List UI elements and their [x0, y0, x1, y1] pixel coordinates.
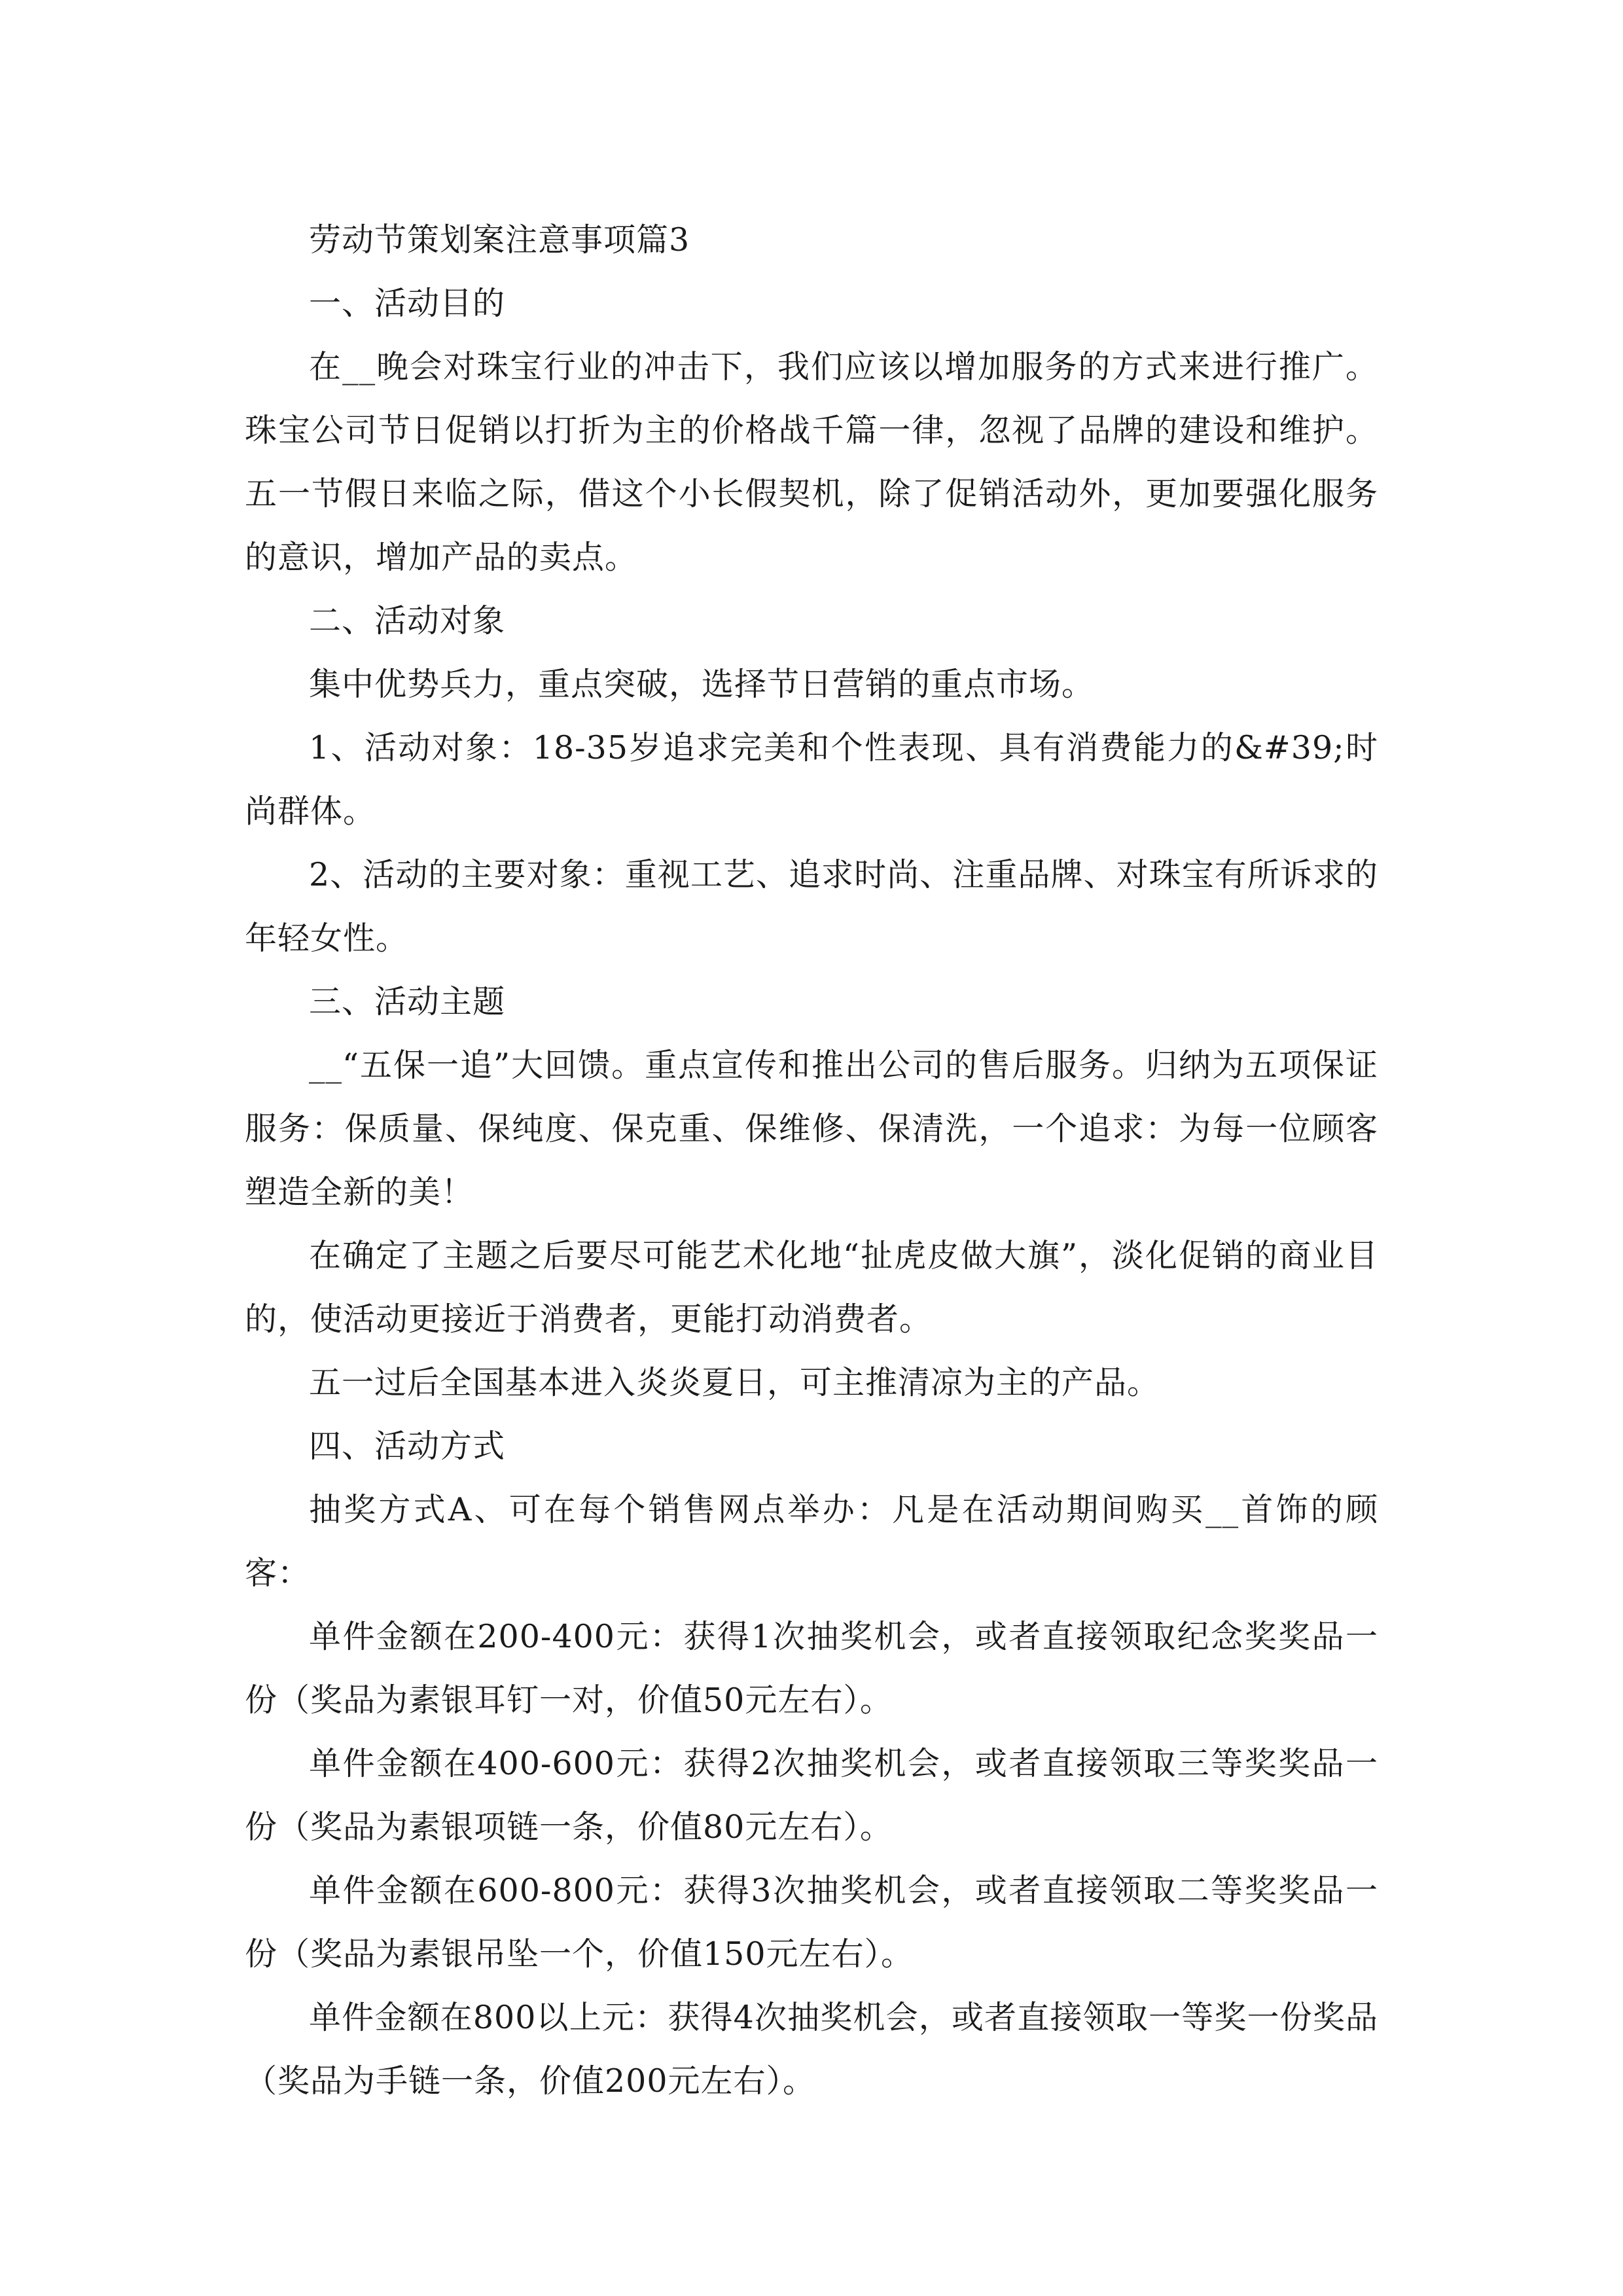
paragraph-tier-3: 单件金额在600-800元：获得3次抽奖机会，或者直接领取二等奖奖品一份（奖品为素银吊坠一个，价值150元左右）。: [245, 1872, 1378, 1973]
paragraph-theme-detail: 在确定了主题之后要尽可能艺术化地“扯虎皮做大旗”，淡化促销的商业目的，使活动更接近于消费者，更能打动消费者。: [245, 1237, 1378, 1338]
paragraph-lottery-method: 抽奖方式A、可在每个销售网点举办：凡是在活动期间购买__首饰的顾客：: [245, 1491, 1378, 1592]
paragraph-tier-2: 单件金额在400-600元：获得2次抽奖机会，或者直接领取三等奖奖品一份（奖品为素银项链一条，价值80元左右）。: [245, 1745, 1378, 1846]
paragraph-audience-1: 1、活动对象：18-35岁追求完美和个性表现、具有消费能力的&#39;时尚群体。: [245, 729, 1378, 830]
document-title: 劳动节策划案注意事项篇3: [309, 221, 690, 259]
document-body: [245, 208, 1378, 2113]
paragraph-purpose: 在__晚会对珠宝行业的冲击下，我们应该以增加服务的方式来进行推广。珠宝公司节日促销以打折为主的价格战千篇一律，忽视了品牌的建设和维护。五一节假日来临之际，借这个小长假契机，除了促销活动外，更加要强化服务的意识，增加产品的卖点。: [245, 348, 1378, 576]
paragraph-summer: 五一过后全国基本进入炎炎夏日，可主推清凉为主的产品。: [309, 1364, 1160, 1401]
section-heading-audience: 二、活动对象: [309, 602, 506, 639]
paragraph-tier-1: 单件金额在200-400元：获得1次抽奖机会，或者直接领取纪念奖奖品一份（奖品为素银耳钉一对，价值50元左右）。: [245, 1618, 1378, 1719]
paragraph-theme: __“五保一追”大回馈。重点宣传和推出公司的售后服务。归纳为五项保证服务：保质量、保纯度、保克重、保维修、保清洗，一个追求：为每一位顾客塑造全新的美！: [245, 1047, 1378, 1211]
section-heading-theme: 三、活动主题: [309, 983, 506, 1020]
paragraph-tier-4: 单件金额在800以上元：获得4次抽奖机会，或者直接领取一等奖一份奖品（奖品为手链一条，价值200元左右）。: [245, 1999, 1378, 2100]
paragraph-audience: 集中优势兵力，重点突破，选择节日营销的重点市场。: [309, 666, 1095, 703]
section-heading-purpose: 一、活动目的: [309, 285, 506, 322]
paragraph-audience-2: 2、活动的主要对象：重视工艺、追求时尚、注重品牌、对珠宝有所诉求的年轻女性。: [245, 856, 1378, 957]
section-heading-method: 四、活动方式: [309, 1427, 506, 1465]
